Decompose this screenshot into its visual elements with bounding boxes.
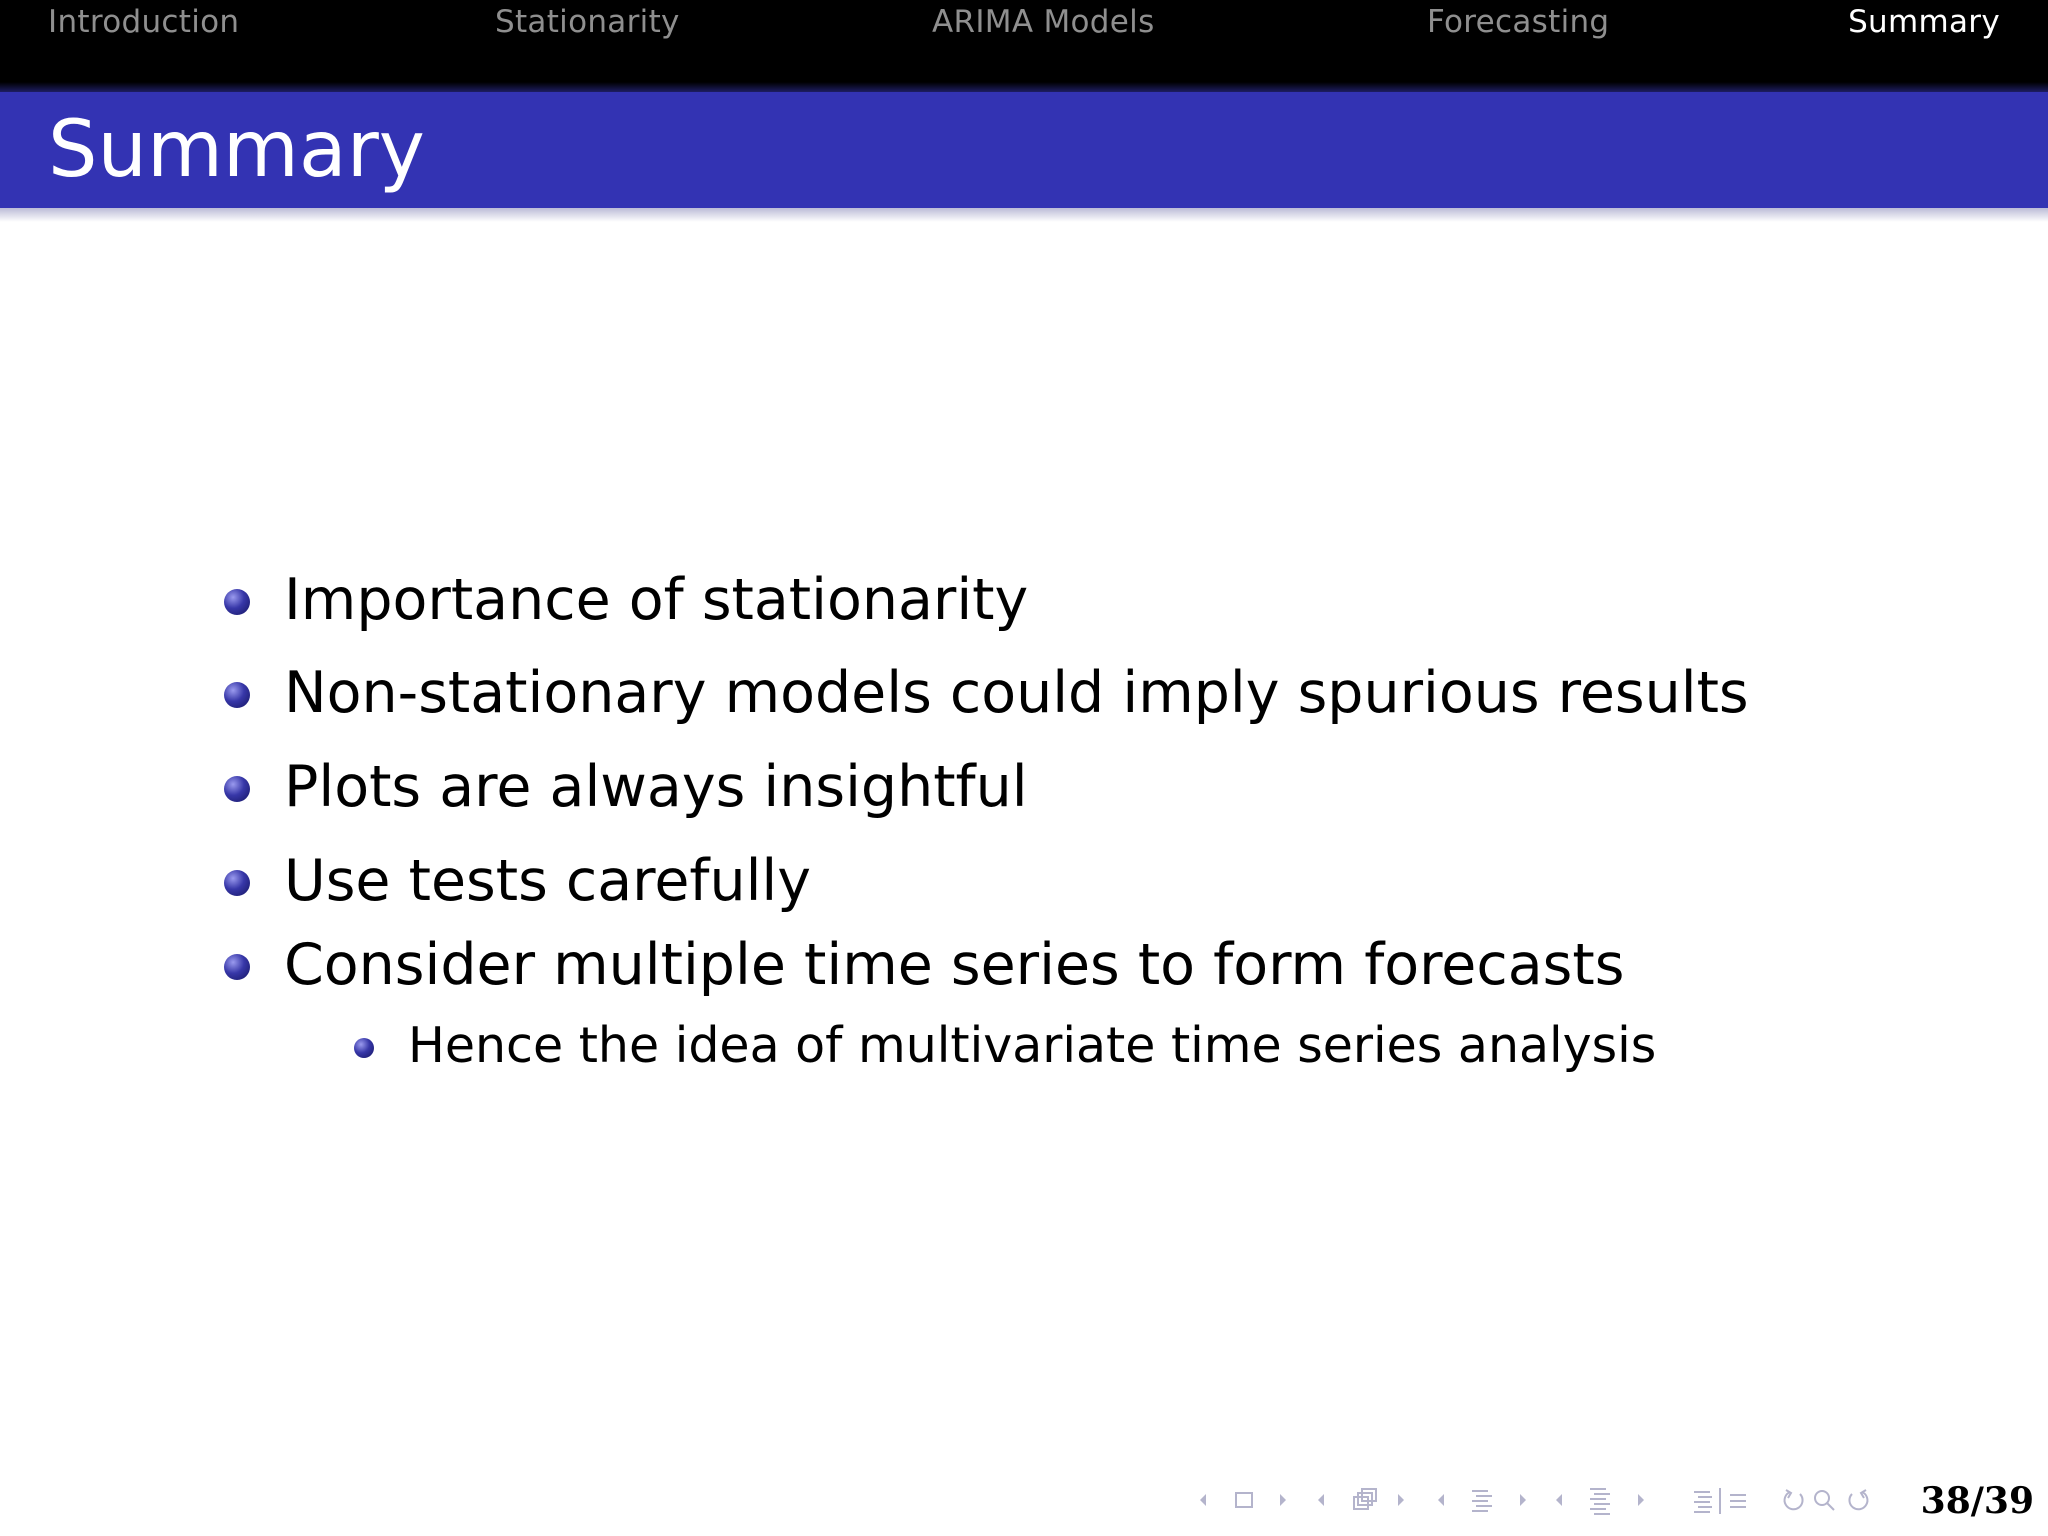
beamer-navigation-symbols (1192, 1480, 1912, 1520)
frame-title: Summary (48, 105, 425, 195)
nav-section-arima-models[interactable]: ARIMA Models (932, 4, 1155, 40)
nav-section-forecasting[interactable]: Forecasting (1427, 4, 1610, 40)
nav-section-stationarity[interactable]: Stationarity (495, 4, 680, 40)
frame-nav-icon[interactable] (1318, 1489, 1404, 1509)
bullet-text: Non-stationary models could imply spurious results (284, 660, 1749, 726)
bullet-text: Use tests carefully (284, 848, 811, 914)
nav-section-introduction[interactable]: Introduction (48, 4, 240, 40)
bullet-text: Consider multiple time series to form forecasts (284, 932, 1625, 998)
bullet-text: Plots are always insightful (284, 754, 1028, 820)
sub-bullet-ball-icon (354, 1038, 374, 1058)
bullet-ball-icon (224, 870, 250, 896)
search-icon[interactable] (1815, 1491, 1834, 1510)
slide-nav-icon[interactable] (1200, 1493, 1286, 1507)
bullet-ball-icon (224, 776, 250, 802)
bullet-ball-icon (224, 682, 250, 708)
nav-section-summary[interactable]: Summary (1848, 4, 2000, 40)
sub-bullet-text: Hence the idea of multivariate time series analysis (408, 1017, 1657, 1074)
back-forward-icon[interactable] (1785, 1490, 1803, 1509)
document-nav-icon[interactable] (1694, 1488, 1746, 1514)
subsection-nav-icon[interactable] (1438, 1491, 1526, 1511)
bullet-text: Importance of stationarity (284, 567, 1029, 633)
section-nav-icon[interactable] (1556, 1489, 1644, 1514)
back-forward-icon[interactable] (1849, 1490, 1867, 1509)
bullet-ball-icon (224, 954, 250, 980)
bullet-ball-icon (224, 589, 250, 615)
page-number: 38/39 (1920, 1480, 2034, 1522)
